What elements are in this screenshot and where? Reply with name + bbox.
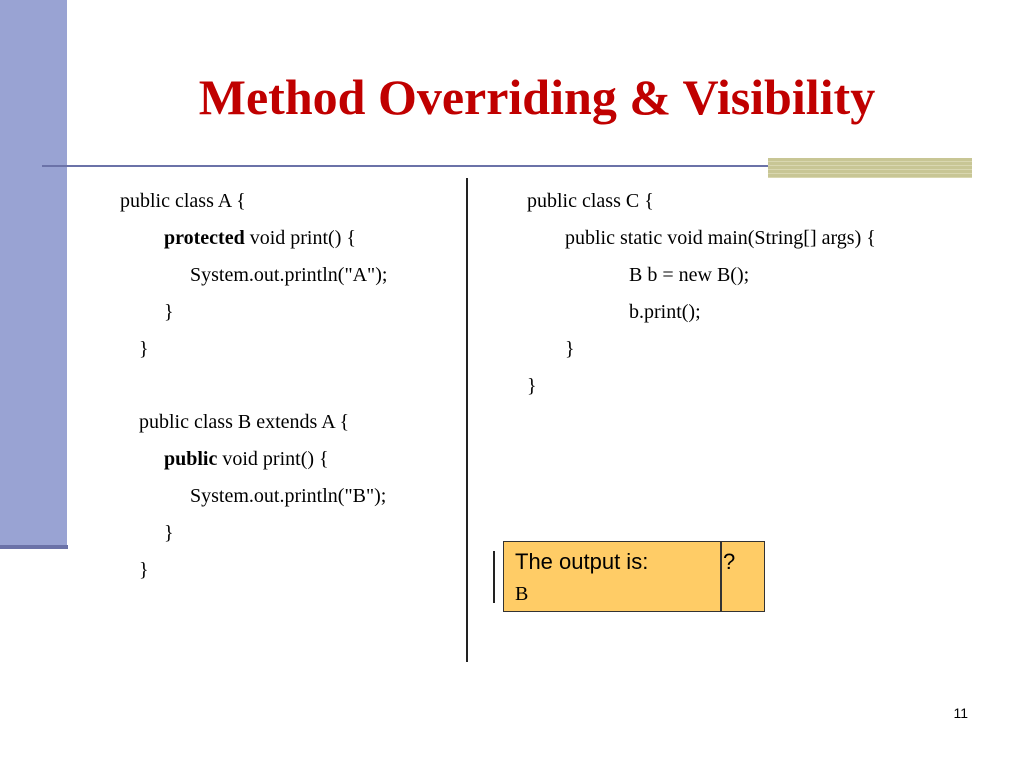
output-marker [493, 551, 495, 603]
column-divider [466, 178, 468, 662]
code-line: public class B extends A { [139, 411, 350, 433]
code-text: void print() { [217, 448, 329, 470]
code-line: } [527, 375, 537, 397]
slide-title: Method Overriding & Visibility [198, 69, 876, 125]
code-line: } [139, 559, 149, 581]
code-line [164, 225, 356, 251]
code-line: } [164, 522, 174, 544]
output-answer: B [515, 583, 529, 605]
code-line [164, 446, 329, 472]
code-text: void print() { [244, 227, 356, 249]
output-label: The output is: [515, 549, 649, 574]
code-line: } [565, 338, 575, 360]
output-box-divider [720, 541, 722, 612]
code-line: } [139, 338, 149, 360]
left-decor-band-edge [0, 545, 68, 549]
code-line: public static void main(String[] args) { [565, 227, 876, 249]
keyword: public [164, 448, 218, 470]
code-line: } [164, 301, 174, 323]
accent-bar [768, 158, 972, 178]
keyword: protected [164, 227, 245, 249]
code-line: b.print(); [629, 301, 701, 323]
code-line: System.out.println("B"); [190, 485, 387, 507]
code-line: System.out.println("A"); [190, 264, 388, 286]
code-line: public class A { [120, 190, 246, 212]
code-line: public class C { [527, 190, 654, 212]
code-line: B b = new B(); [629, 264, 750, 286]
output-question-mark: ? [723, 549, 736, 574]
page-number: 11 [953, 705, 968, 721]
